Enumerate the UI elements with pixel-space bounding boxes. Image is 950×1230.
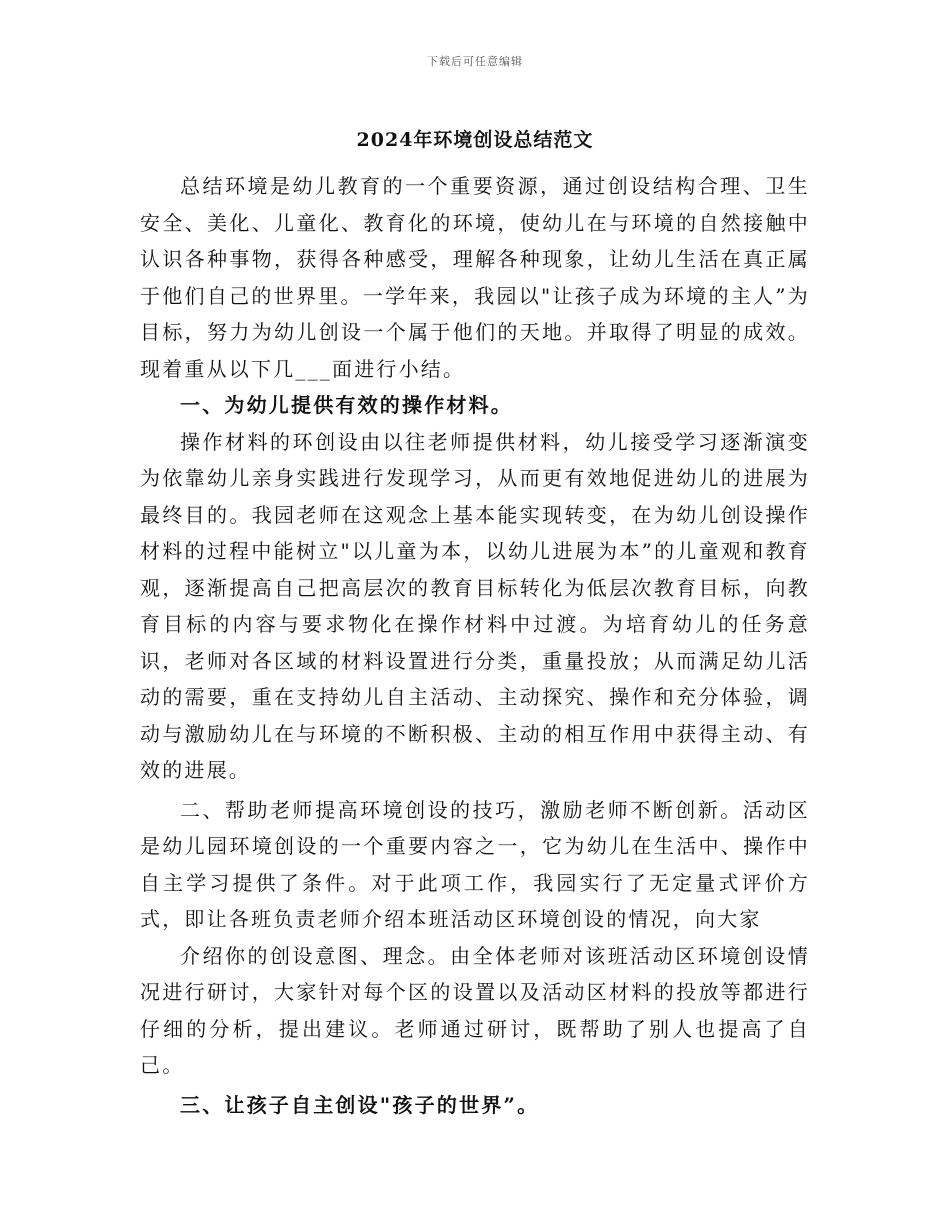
section-1-paragraph: 操作材料的环创设由以往老师提供材料，幼儿接受学习逐渐演变为依靠幼儿亲身实践进行发现学习，从而更有效地促进幼儿的进展为最终目的。我园老师在这观念上基本能实现转变，在为幼儿创设操作材料的过程中能树立"以儿童为本，以幼儿进展为本”的儿童观和教育观，逐渐提高自己把高层次的教育目标转化为低层次教育目标，向教育目标的内容与要求物化在操作材料中过渡。为培育幼儿的任务意识，老师对各区域的材料设置进行分类，重量投放；从而满足幼儿活动的需要，重在支持幼儿自主活动、主动探究、操作和充分体验，调动与激励幼儿在与环境的不断积极、主动的相互作用中获得主动、有效的进展。 xyxy=(140,429,810,782)
section-heading-1: 一、为幼儿提供有效的操作材料。 xyxy=(180,393,513,417)
intro-paragraph: 总结环境是幼儿教育的一个重要资源，通过创设结构合理、卫生安全、美化、儿童化、教育化的环境，使幼儿在与环境的自然接触中认识各种事物，获得各种感受，理解各种现象，让幼儿生活在真正属于他们自己的世界里。一学年来，我园以"让孩子成为环境的主人”为目标，努力为幼儿创设一个属于他们的天地。并取得了明显的成效。现着重从以下几___面进行小结。 xyxy=(140,174,810,381)
document-title: 2024年环境创设总结范文 xyxy=(356,129,594,151)
section-heading-3: 三、让孩子自主创设"孩子的世界”。 xyxy=(180,1092,540,1117)
section-2-paragraph: 二、帮助老师提高环境创设的技巧，激励老师不断创新。活动区是幼儿园环境创设的一个重要内容之一，它为幼儿在生活中、操作中自主学习提供了条件。对于此项工作，我园实行了无定量式评价方式，即让各班负责老师介绍本班活动区环境创设的情况，向大家 xyxy=(140,797,810,931)
header-note: 下载后可任意编辑 xyxy=(427,55,523,68)
document-body xyxy=(140,168,810,1123)
section-2-continuation-paragraph: 介绍你的创设意图、理念。由全体老师对该班活动区环境创设情况进行研讨，大家针对每个区的设置以及活动区材料的投放等都进行仔细的分析，提出建议。老师通过研讨，既帮助了别人也提高了自己。 xyxy=(140,943,810,1077)
